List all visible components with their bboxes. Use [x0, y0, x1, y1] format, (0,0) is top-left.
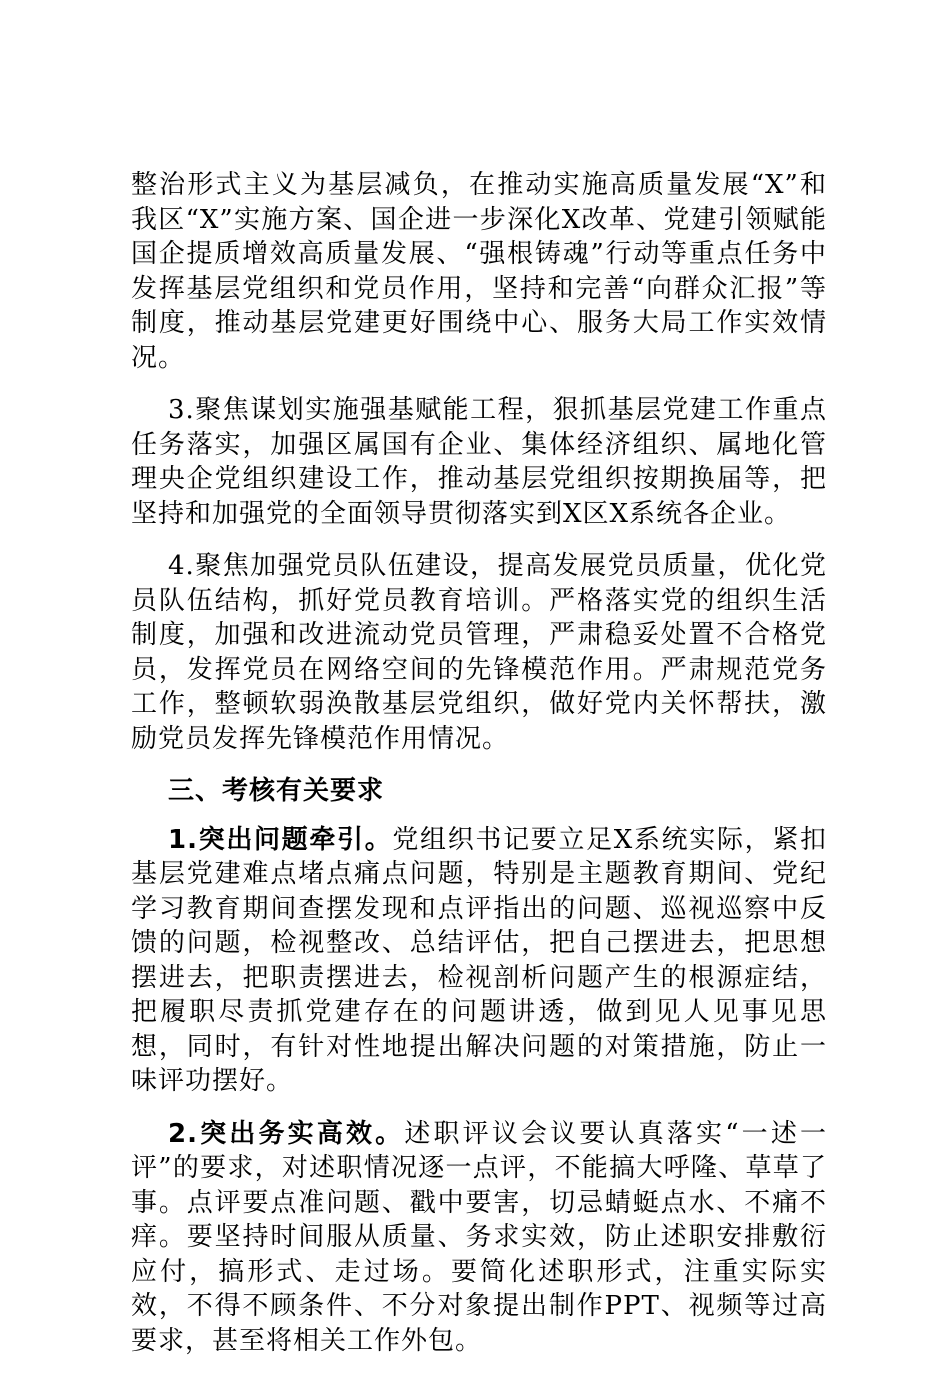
requirement-item-1-lead: 1.突出问题牵引。 — [168, 824, 393, 855]
requirement-item-2-body: 述职评议会议要认真落实“一述一评”的要求，对述职情况逐一点评，不能搞大呼隆、草草了事。点评要点准问题、戳中要害，切忌蜻蜓点水、不痛不痒。要坚持时间服从质量、务求实效，防止述职安排敷衍应付，搞形式、走过场。要简化述职形式，注重实际实效，不得不顾条件、不分对象提出制作PPT、视频等过高要求，甚至将相关工作外包。 — [131, 1118, 827, 1356]
requirement-item-2 — [131, 1117, 827, 1359]
requirement-item-1 — [131, 823, 827, 1099]
requirement-item-1-body: 党组织书记要立足X系统实际，紧扣基层党建难点堵点痛点问题，特别是主题教育期间、党纪学习教育期间查摆发现和点评指出的问题、巡视巡察中反馈的问题，检视整改、总结评估，把自己摆进去，把思想摆进去，把职责摆进去，检视剖析问题产生的根源症结，把履职尽责抓党建存在的问题讲透，做到见人见事见思想，同时，有针对性地提出解决问题的对策措施，防止一味评功摆好。 — [131, 824, 828, 1096]
document-body — [131, 168, 827, 1376]
paragraph-continued: 整治形式主义为基层减负，在推动实施高质量发展“X”和我区“X”实施方案、国企进一步深化X改革、党建引领赋能国企提质增效高质量发展、“强根铸魂”行动等重点任务中发挥基层党组织和党员作用，坚持和完善“向群众汇报”等制度，推动基层党建更好围绕中心、服务大局工作实效情况。 — [131, 170, 827, 373]
section-heading: 三、考核有关要求 — [168, 776, 385, 806]
requirement-item-2-lead: 2.突出务实高效。 — [168, 1118, 405, 1149]
paragraph-item-3: 3.聚焦谋划实施强基赋能工程，狠抓基层党建工作重点任务落实，加强区属国有企业、集体经济组织、属地化管理央企党组织建设工作，推动基层党组织按期换届等，把坚持和加强党的全面领导贯彻落实到X区X系统各企业。 — [131, 395, 827, 529]
paragraph-item-4: 4.聚焦加强党员队伍建设，提高发展党员质量，优化党员队伍结构，抓好党员教育培训。严格落实党的组织生活制度，加强和改进流动党员管理，严肃稳妥处置不合格党员，发挥党员在网络空间的先锋模范作用。严肃规范党务工作，整顿软弱涣散基层党组织，做好党内关怀帮扶，激励党员发挥先锋模范作用情况。 — [131, 551, 827, 754]
